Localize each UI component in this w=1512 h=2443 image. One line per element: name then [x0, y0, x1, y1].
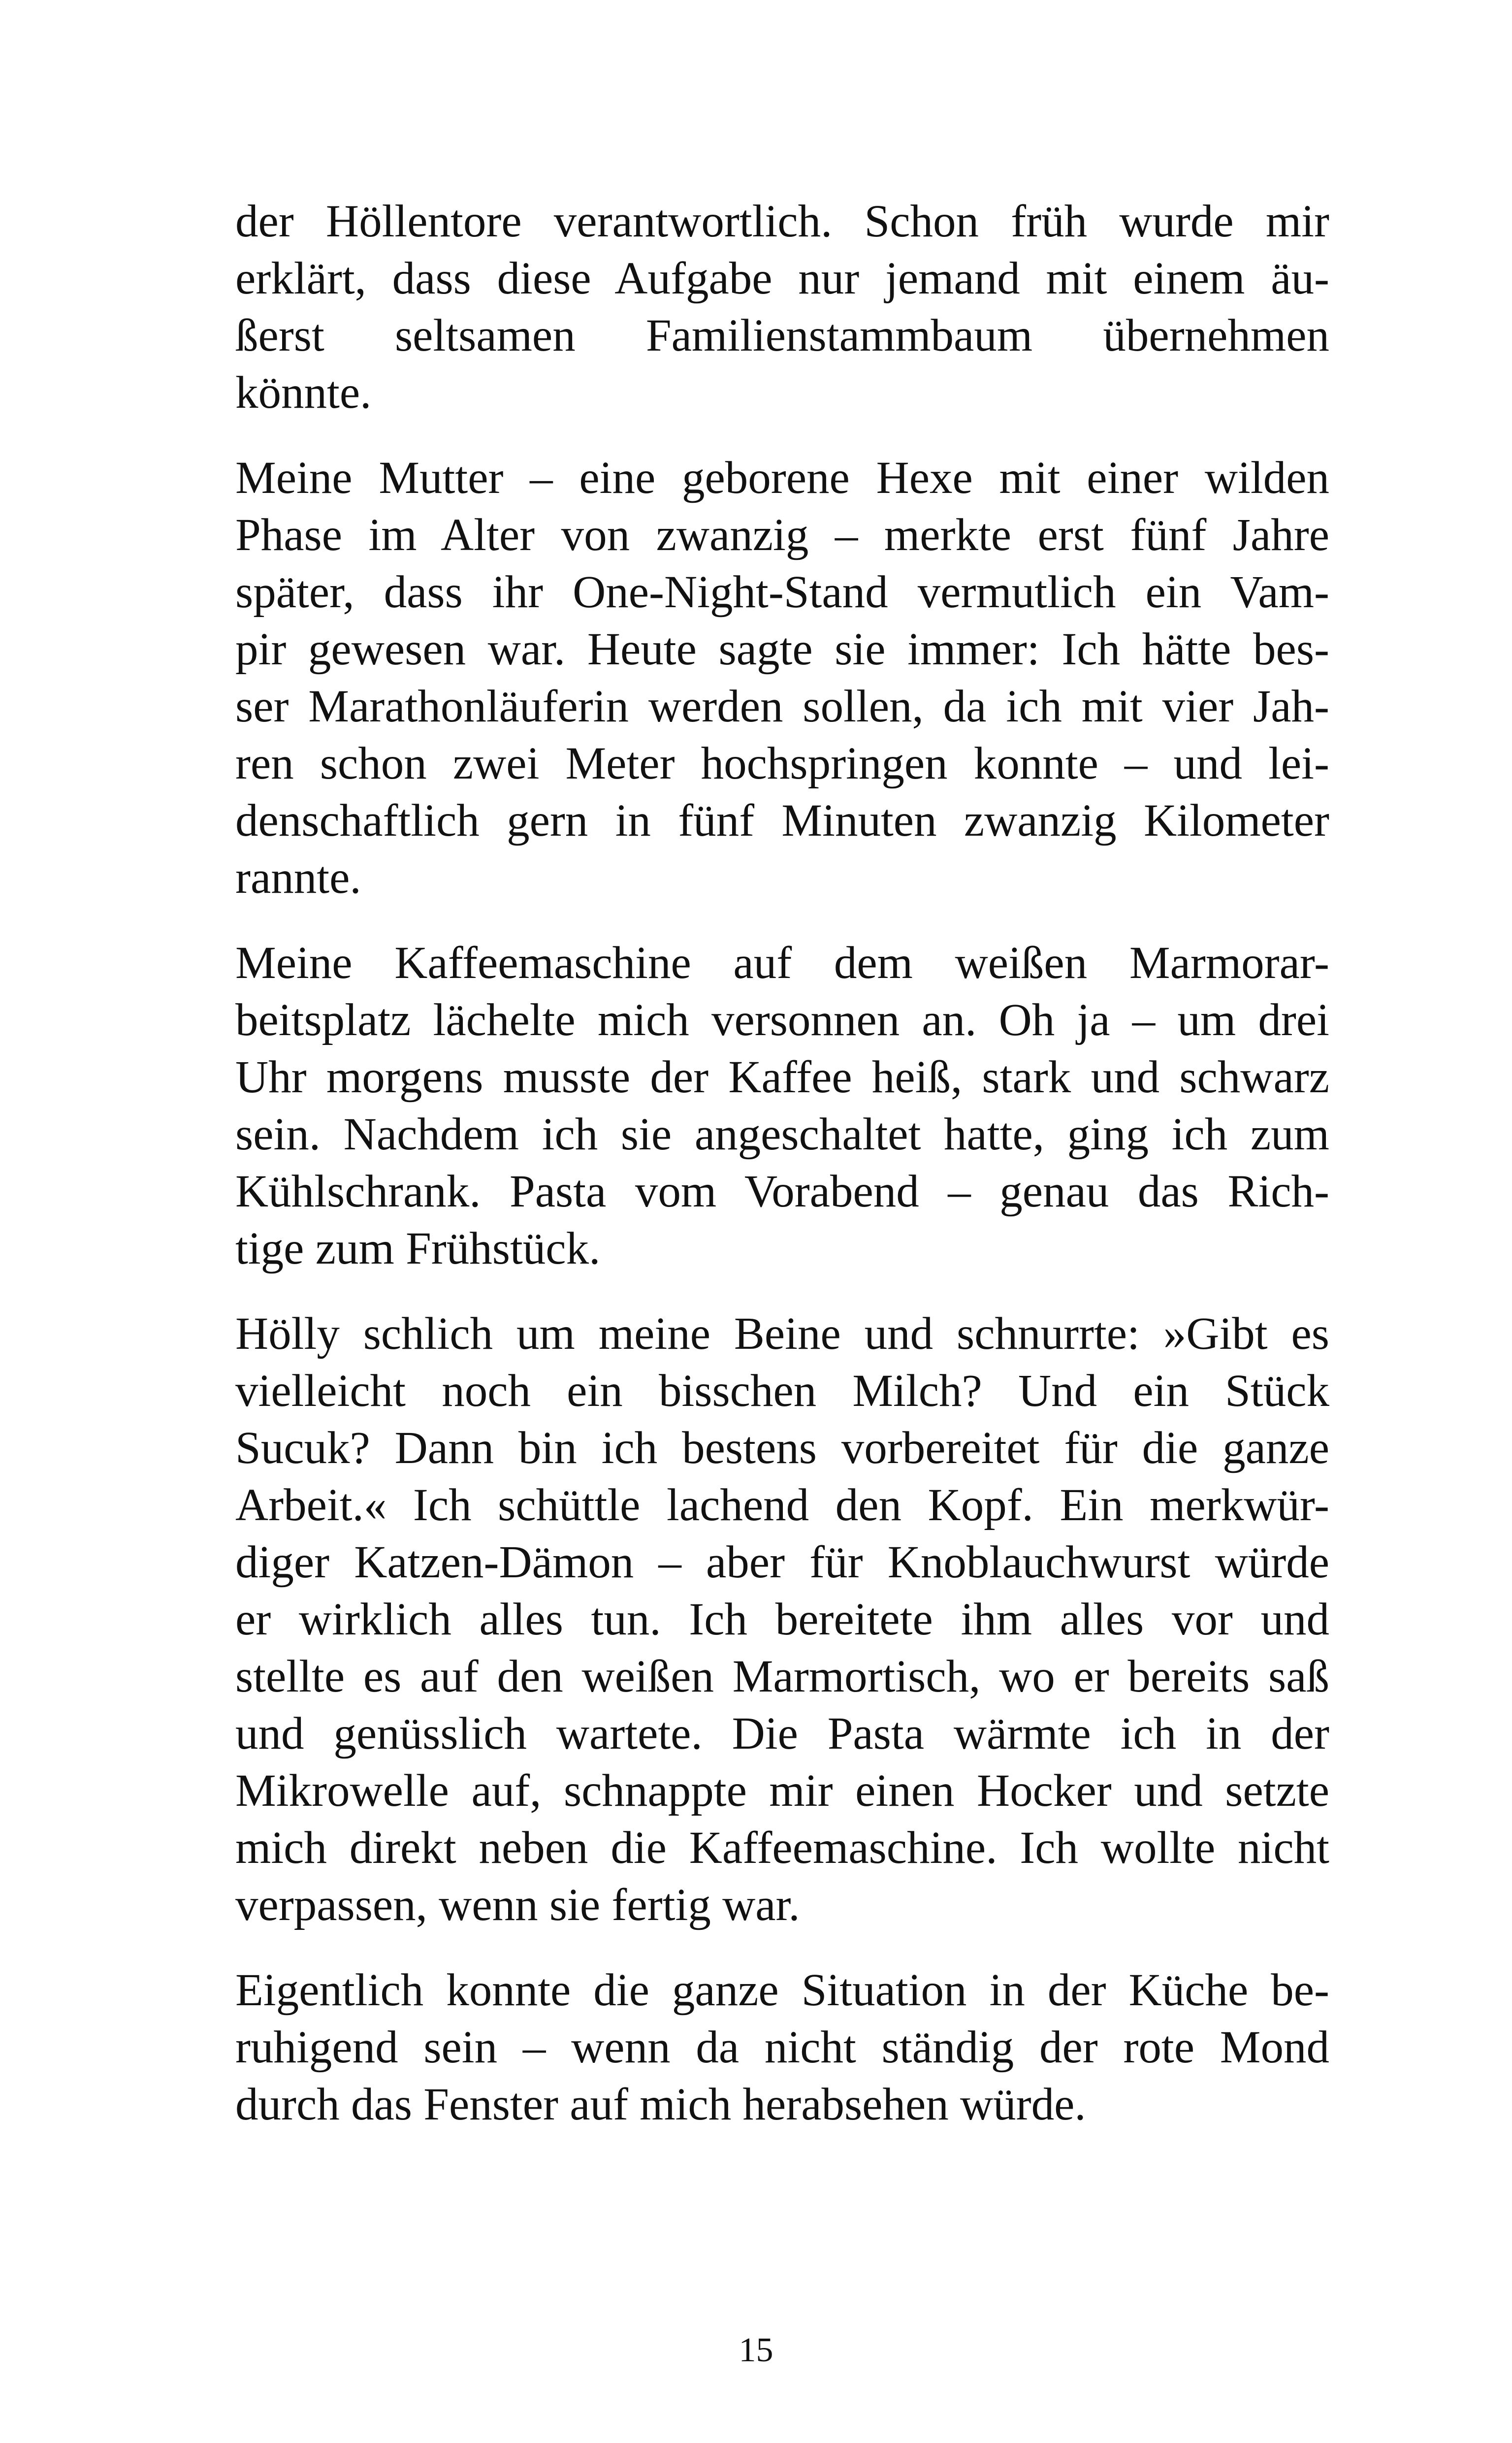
- text-line: vielleicht noch ein bisschen Milch? Und ein Stück: [235, 1366, 1329, 1416]
- text-line: verpassen, wenn sie fertig war.: [235, 1880, 800, 1930]
- text-line: Sucuk? Dann bin ich bestens vorbereitet für die ganze: [235, 1423, 1329, 1473]
- text-line: Arbeit.« Ich schüttle lachend den Kopf. Ein merkwür-: [235, 1480, 1329, 1531]
- text-line: Kühlschrank. Pasta vom Vorabend – genau das Rich-: [235, 1166, 1329, 1217]
- text-line: und genüsslich wartete. Die Pasta wärmte ich in der: [235, 1708, 1329, 1759]
- text-line: ren schon zwei Meter hochspringen konnte – und lei-: [235, 738, 1329, 789]
- text-line: Eigentlich konnte die ganze Situation in der Küche be-: [235, 1965, 1329, 2016]
- page-number: 15: [739, 2331, 773, 2369]
- text-line: ruhigend sein – wenn da nicht ständig der rote Mond: [235, 2022, 1329, 2073]
- text-line: stellte es auf den weißen Marmortisch, wo er bereits saß: [235, 1651, 1329, 1702]
- text-line: später, dass ihr One-Night-Stand vermutlich ein Vam-: [235, 567, 1329, 618]
- text-line: er wirklich alles tun. Ich bereitete ihm alles vor und: [235, 1594, 1329, 1645]
- text-line: Uhr morgens musste der Kaffee heiß, stark und schwarz: [235, 1052, 1329, 1103]
- text-line: rannte.: [235, 852, 361, 903]
- text-line: erklärt, dass diese Aufgabe nur jemand mit einem äu-: [235, 253, 1329, 304]
- text-line: Hölly schlich um meine Beine und schnurrte: »Gibt es: [235, 1308, 1329, 1359]
- text-line: pir gewesen war. Heute sagte sie immer: Ich hätte bes-: [235, 624, 1329, 675]
- text-line: ser Marathonläuferin werden sollen, da ich mit vier Jah-: [235, 681, 1329, 732]
- text-line: denschaftlich gern in fünf Minuten zwanzig Kilometer: [235, 795, 1329, 846]
- text-line: beitsplatz lächelte mich versonnen an. Oh ja – um drei: [235, 995, 1329, 1045]
- text-line: sein. Nachdem ich sie angeschaltet hatte, ging ich zum: [235, 1109, 1329, 1160]
- text-line: Meine Mutter – eine geborene Hexe mit einer wilden: [235, 453, 1329, 503]
- paragraph: [235, 450, 1329, 907]
- paragraph: [235, 1305, 1329, 1934]
- text-line: Mikrowelle auf, schnappte mir einen Hocker und setzte: [235, 1765, 1329, 1816]
- text-line: Meine Kaffeemaschine auf dem weißen Marmorar-: [235, 938, 1329, 988]
- paragraph: [235, 193, 1329, 422]
- text-line: der Höllentore verantwortlich. Schon früh wurde mir: [235, 196, 1329, 247]
- body-text: [235, 193, 1329, 2161]
- text-line: mich direkt neben die Kaffeemaschine. Ich wollte nicht: [235, 1823, 1329, 1873]
- text-line: Phase im Alter von zwanzig – merkte erst fünf Jahre: [235, 510, 1329, 560]
- text-line: tige zum Frühstück.: [235, 1223, 601, 1274]
- text-line: ßerst seltsamen Familienstammbaum übernehmen: [235, 310, 1329, 361]
- paragraph: [235, 1962, 1329, 2133]
- text-line: diger Katzen-Dämon – aber für Knoblauchwurst würde: [235, 1537, 1329, 1588]
- text-line: durch das Fenster auf mich herabsehen würde.: [235, 2079, 1086, 2130]
- text-line: könnte.: [235, 367, 372, 418]
- paragraph: [235, 935, 1329, 1277]
